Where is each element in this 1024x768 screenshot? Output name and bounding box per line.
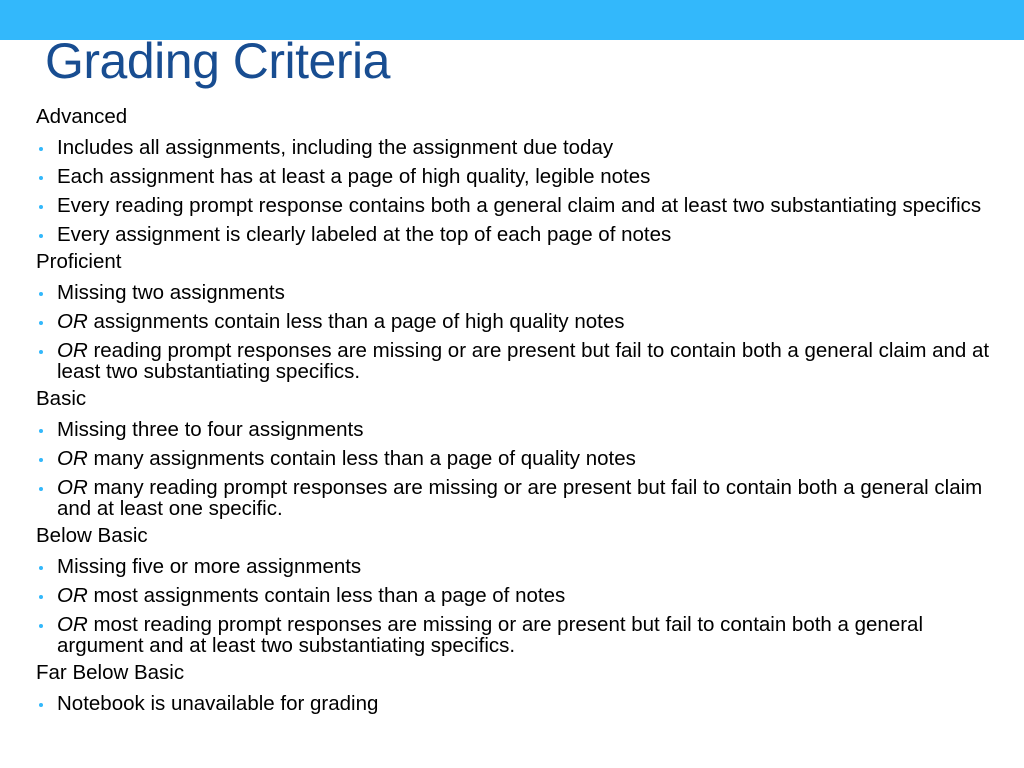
section-heading-proficient: Proficient <box>36 250 122 273</box>
criterion-item <box>36 282 1004 303</box>
criterion-item <box>36 556 1004 577</box>
criterion-item <box>36 195 1004 216</box>
criterion-item <box>36 224 1004 245</box>
criterion-item <box>36 693 1004 714</box>
criterion-lead: OR <box>57 613 88 636</box>
criterion-text: Missing three to four assignments <box>57 418 364 441</box>
section-heading-below-basic: Below Basic <box>36 524 148 547</box>
criterion-text: assignments contain less than a page of high quality notes <box>87 310 625 333</box>
criterion-text: Every assignment is clearly labeled at the top of each page of notes <box>57 223 672 246</box>
slide-title: Grading Criteria <box>45 33 390 89</box>
criterion-item <box>36 448 1004 469</box>
criterion-item <box>36 340 1004 382</box>
criterion-item <box>36 137 1004 158</box>
section-heading-basic: Basic <box>36 387 87 410</box>
criterion-text: Every reading prompt response contains both a general claim and at least two substantiating specifics <box>57 194 982 217</box>
criterion-lead: OR <box>57 476 88 499</box>
criterion-item <box>36 614 1004 656</box>
criterion-text: Notebook is unavailable for grading <box>57 692 379 715</box>
criterion-text: Missing two assignments <box>57 281 285 304</box>
criteria-list <box>36 104 1004 714</box>
criterion-lead: OR <box>57 339 88 362</box>
criterion-text: Includes all assignments, including the assignment due today <box>57 136 614 159</box>
criterion-item <box>36 311 1004 332</box>
criterion-item <box>36 585 1004 606</box>
criterion-text: many assignments contain less than a page of quality notes <box>87 447 636 470</box>
section-heading-far-below-basic: Far Below Basic <box>36 661 185 684</box>
criterion-text: most reading prompt responses are missing or are present but fail to contain both a general argument and at least two substantiating specifics. <box>57 613 924 657</box>
criterion-item <box>36 419 1004 440</box>
criterion-lead: OR <box>57 310 88 333</box>
criterion-text: many reading prompt responses are missing or are present but fail to contain both a general claim and at least one specific. <box>57 476 983 520</box>
criterion-text: most assignments contain less than a page of notes <box>87 584 566 607</box>
criterion-lead: OR <box>57 447 88 470</box>
section-heading-advanced: Advanced <box>36 105 128 128</box>
criterion-text: Each assignment has at least a page of high quality, legible notes <box>57 165 651 188</box>
criterion-item <box>36 477 1004 519</box>
criterion-text: reading prompt responses are missing or are present but fail to contain both a general claim and at least two substantiating specifics. <box>57 339 990 383</box>
criterion-lead: OR <box>57 584 88 607</box>
criterion-item <box>36 166 1004 187</box>
criterion-text: Missing five or more assignments <box>57 555 362 578</box>
